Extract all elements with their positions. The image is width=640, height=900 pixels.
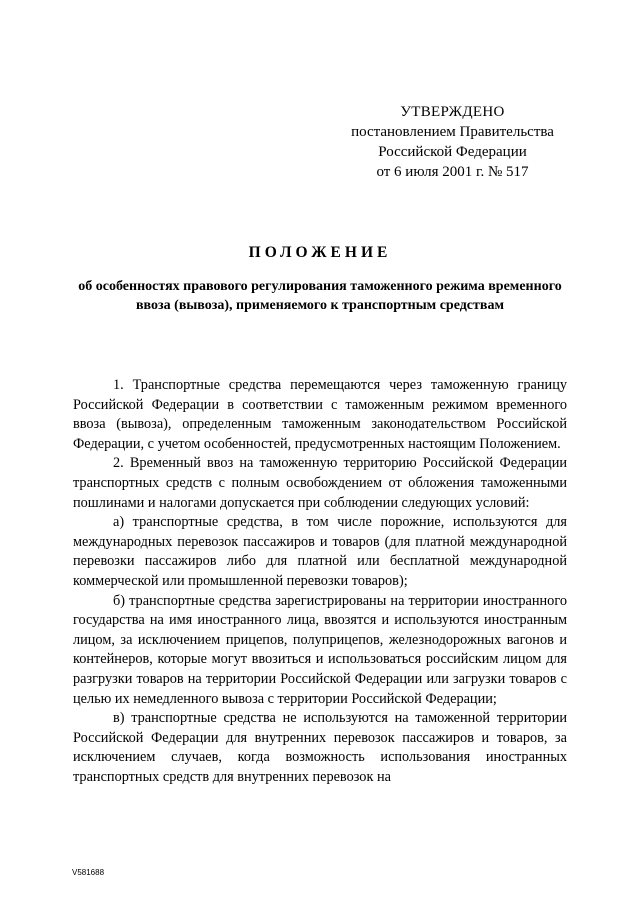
paragraph-2: 2. Временный ввоз на таможенную территорию Российской Федерации транспортных средств с полным освобождением от обложения таможенными пошлинами и налогами допускается при соблюдении следующих условий: bbox=[73, 455, 567, 511]
document-body bbox=[73, 376, 567, 787]
document-title: ПОЛОЖЕНИЕ bbox=[248, 244, 392, 261]
paragraph-1: 1. Транспортные средства перемещаются через таможенную границу Российской Федерации в соответствии с таможенным режимом временного ввоза (вывоза), определенным таможенным законодательством Российской Федерации, с учетом особенностей, предусмотренных настоящим Положением. bbox=[73, 377, 567, 452]
approval-heading: УТВЕРЖДЕНО bbox=[400, 104, 505, 120]
paragraph-2v: в) транспортные средства не используются на таможенной территории Российской Федерации для внутренних перевозок пассажиров и товаров, за исключением случаев, когда возможность использования иностранных транспортных средств для внутренних перевозок на bbox=[73, 710, 567, 785]
footer-code: V581688 bbox=[72, 868, 105, 877]
approval-line-3: от 6 июля 2001 г. № 517 bbox=[376, 164, 529, 180]
approval-line-2: Российской Федерации bbox=[378, 144, 527, 160]
document-subtitle: об особенностях правового регулирования таможенного режима временного ввоза (вывоза), применяемого к транспортным средствам bbox=[78, 279, 562, 313]
approval-line-1: постановлением Правительства bbox=[351, 124, 554, 140]
approval-block bbox=[340, 102, 565, 182]
paragraph-2b: б) транспортные средства зарегистрированы на территории иностранного государства на имя иностранного лица, ввозятся и используются иностранным лицом, за исключением прицепов, полуприцепов, железнодорожных вагонов и контейнеров, которые могут ввозиться и использоваться российским лицом для разгрузки товаров на территории Российской Федерации или загрузки товаров с целью их немедленного вывоза с территории Российской Федерации; bbox=[73, 592, 567, 707]
paragraph-2a: а) транспортные средства, в том числе порожние, используются для международных перевозок пассажиров и товаров (для платной международной перевозки пассажиров либо для платной или бесплатной международной коммерческой или промышленной перевозки товаров); bbox=[73, 514, 567, 589]
